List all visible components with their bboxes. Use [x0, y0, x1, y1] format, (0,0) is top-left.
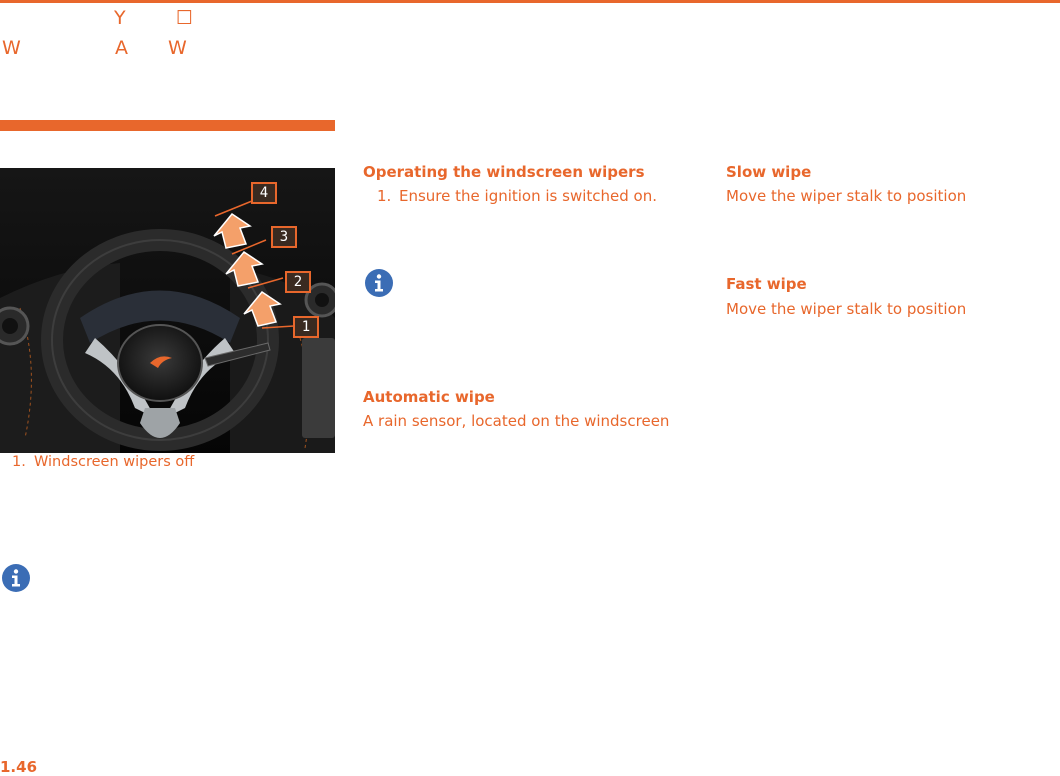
- page-number: 1.46: [0, 758, 38, 776]
- operating-heading: Operating the windscreen wipers: [363, 163, 645, 181]
- figure-caption-item: [12, 454, 194, 470]
- slow-wipe-text: Move the wiper stalk to position: [726, 187, 967, 205]
- top-rule: [0, 0, 1060, 3]
- position-label-2: 2: [285, 271, 311, 293]
- fast-wipe-heading: Fast wipe: [726, 275, 807, 293]
- info-icon: [364, 268, 394, 298]
- section-bar: [0, 120, 335, 131]
- header-fragment: ☐: [176, 7, 194, 29]
- caption-text: Windscreen wipers off: [34, 454, 195, 470]
- header-fragment: A: [115, 37, 128, 59]
- steering-wheel-illustration: [0, 168, 335, 453]
- operating-step: [377, 187, 657, 205]
- info-icon: [1, 563, 31, 593]
- caption-number: 1.: [12, 454, 26, 470]
- header-fragment: W: [168, 37, 187, 59]
- header-fragment: W: [2, 37, 21, 59]
- position-label-3: 3: [271, 226, 297, 248]
- step-number: 1.: [377, 187, 392, 205]
- steering-wheel-photo: [0, 168, 335, 453]
- position-label-4: 4: [251, 182, 277, 204]
- automatic-wipe-heading: Automatic wipe: [363, 388, 495, 406]
- fast-wipe-text: Move the wiper stalk to position: [726, 300, 967, 318]
- header-fragment: Y: [114, 7, 126, 29]
- step-text: Ensure the ignition is switched on.: [399, 187, 657, 205]
- slow-wipe-heading: Slow wipe: [726, 163, 812, 181]
- automatic-wipe-text: A rain sensor, located on the windscreen: [363, 412, 670, 430]
- position-label-1: 1: [293, 316, 319, 338]
